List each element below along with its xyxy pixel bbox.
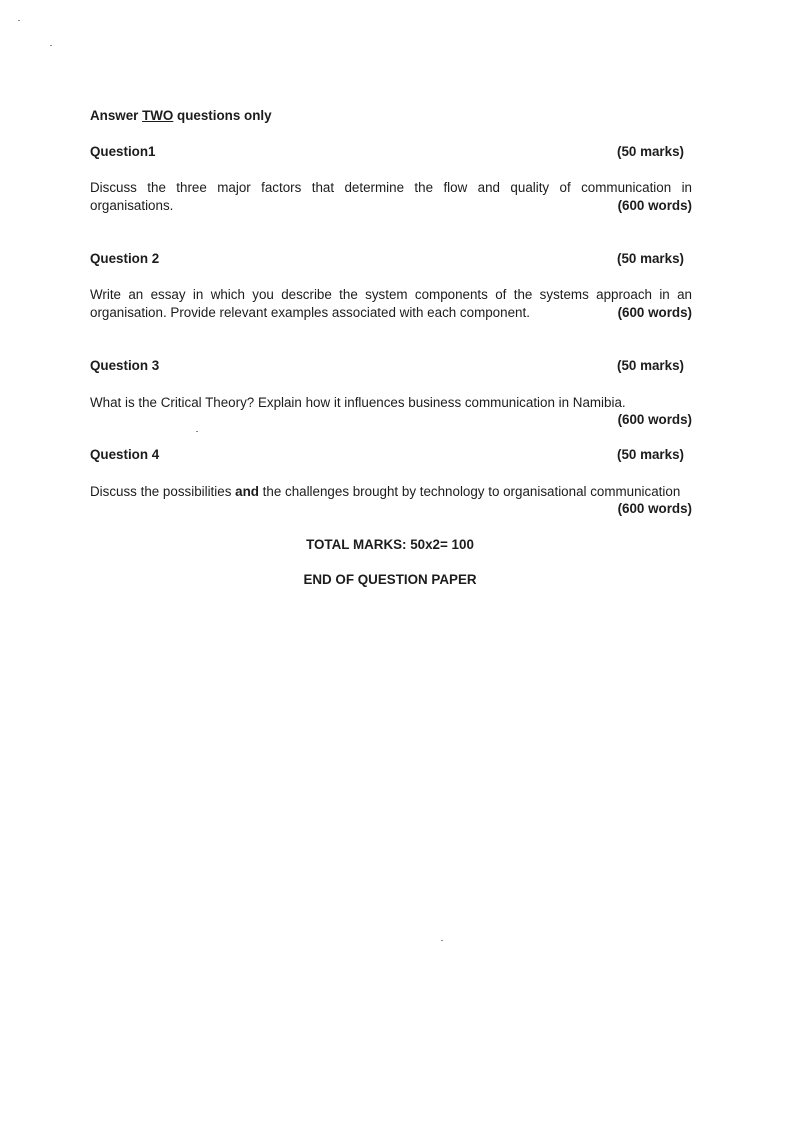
scan-speck [18,20,20,21]
question-1-title: Question1 [90,144,156,159]
question-4-header [90,447,684,462]
question-2-body [90,286,692,322]
question-3-text: What is the Critical Theory? Explain how it influences business communication in Namibia. [90,395,626,410]
question-4-words: (600 words) [617,501,692,516]
question-4-marks: (50 marks) [617,447,684,462]
instruction-suffix: questions only [173,108,272,123]
question-3-marks: (50 marks) [617,358,684,373]
question-1-text: Discuss the three major factors that determine the flow and quality of communication in organisations. [90,180,692,213]
question-1-words: (600 words) [617,198,692,213]
question-4-text-bold: and [235,484,259,499]
question-3-title: Question 3 [90,358,160,373]
instruction-emphasis: TWO [142,108,174,123]
question-4-text-prefix: Discuss the possibilities [90,484,236,499]
total-marks: TOTAL MARKS: 50x2= 100 [306,537,474,552]
scan-speck [50,45,52,46]
question-3-body [90,394,692,412]
question-1-marks: (50 marks) [617,144,684,159]
question-4-title: Question 4 [90,447,160,462]
question-3-header [90,358,684,373]
question-2-title: Question 2 [90,251,160,266]
question-4-body [90,483,692,501]
question-2-header [90,251,684,266]
question-2-marks: (50 marks) [617,251,684,266]
scan-speck [196,431,198,432]
question-2-text: Write an essay in which you describe the system components of the systems approach in an organisation. Provide relevant examples associated with each component. [90,287,692,320]
end-of-paper: END OF QUESTION PAPER [303,572,477,587]
question-2-words: (600 words) [617,305,692,320]
question-4-text-suffix: the challenges brought by technology to organisational communication [258,484,681,499]
instruction-prefix: Answer [90,108,143,123]
scan-speck [441,940,443,941]
instruction-line [90,108,272,123]
question-3-words: (600 words) [617,412,692,427]
question-1-header [90,144,684,159]
question-1-body [90,179,692,215]
